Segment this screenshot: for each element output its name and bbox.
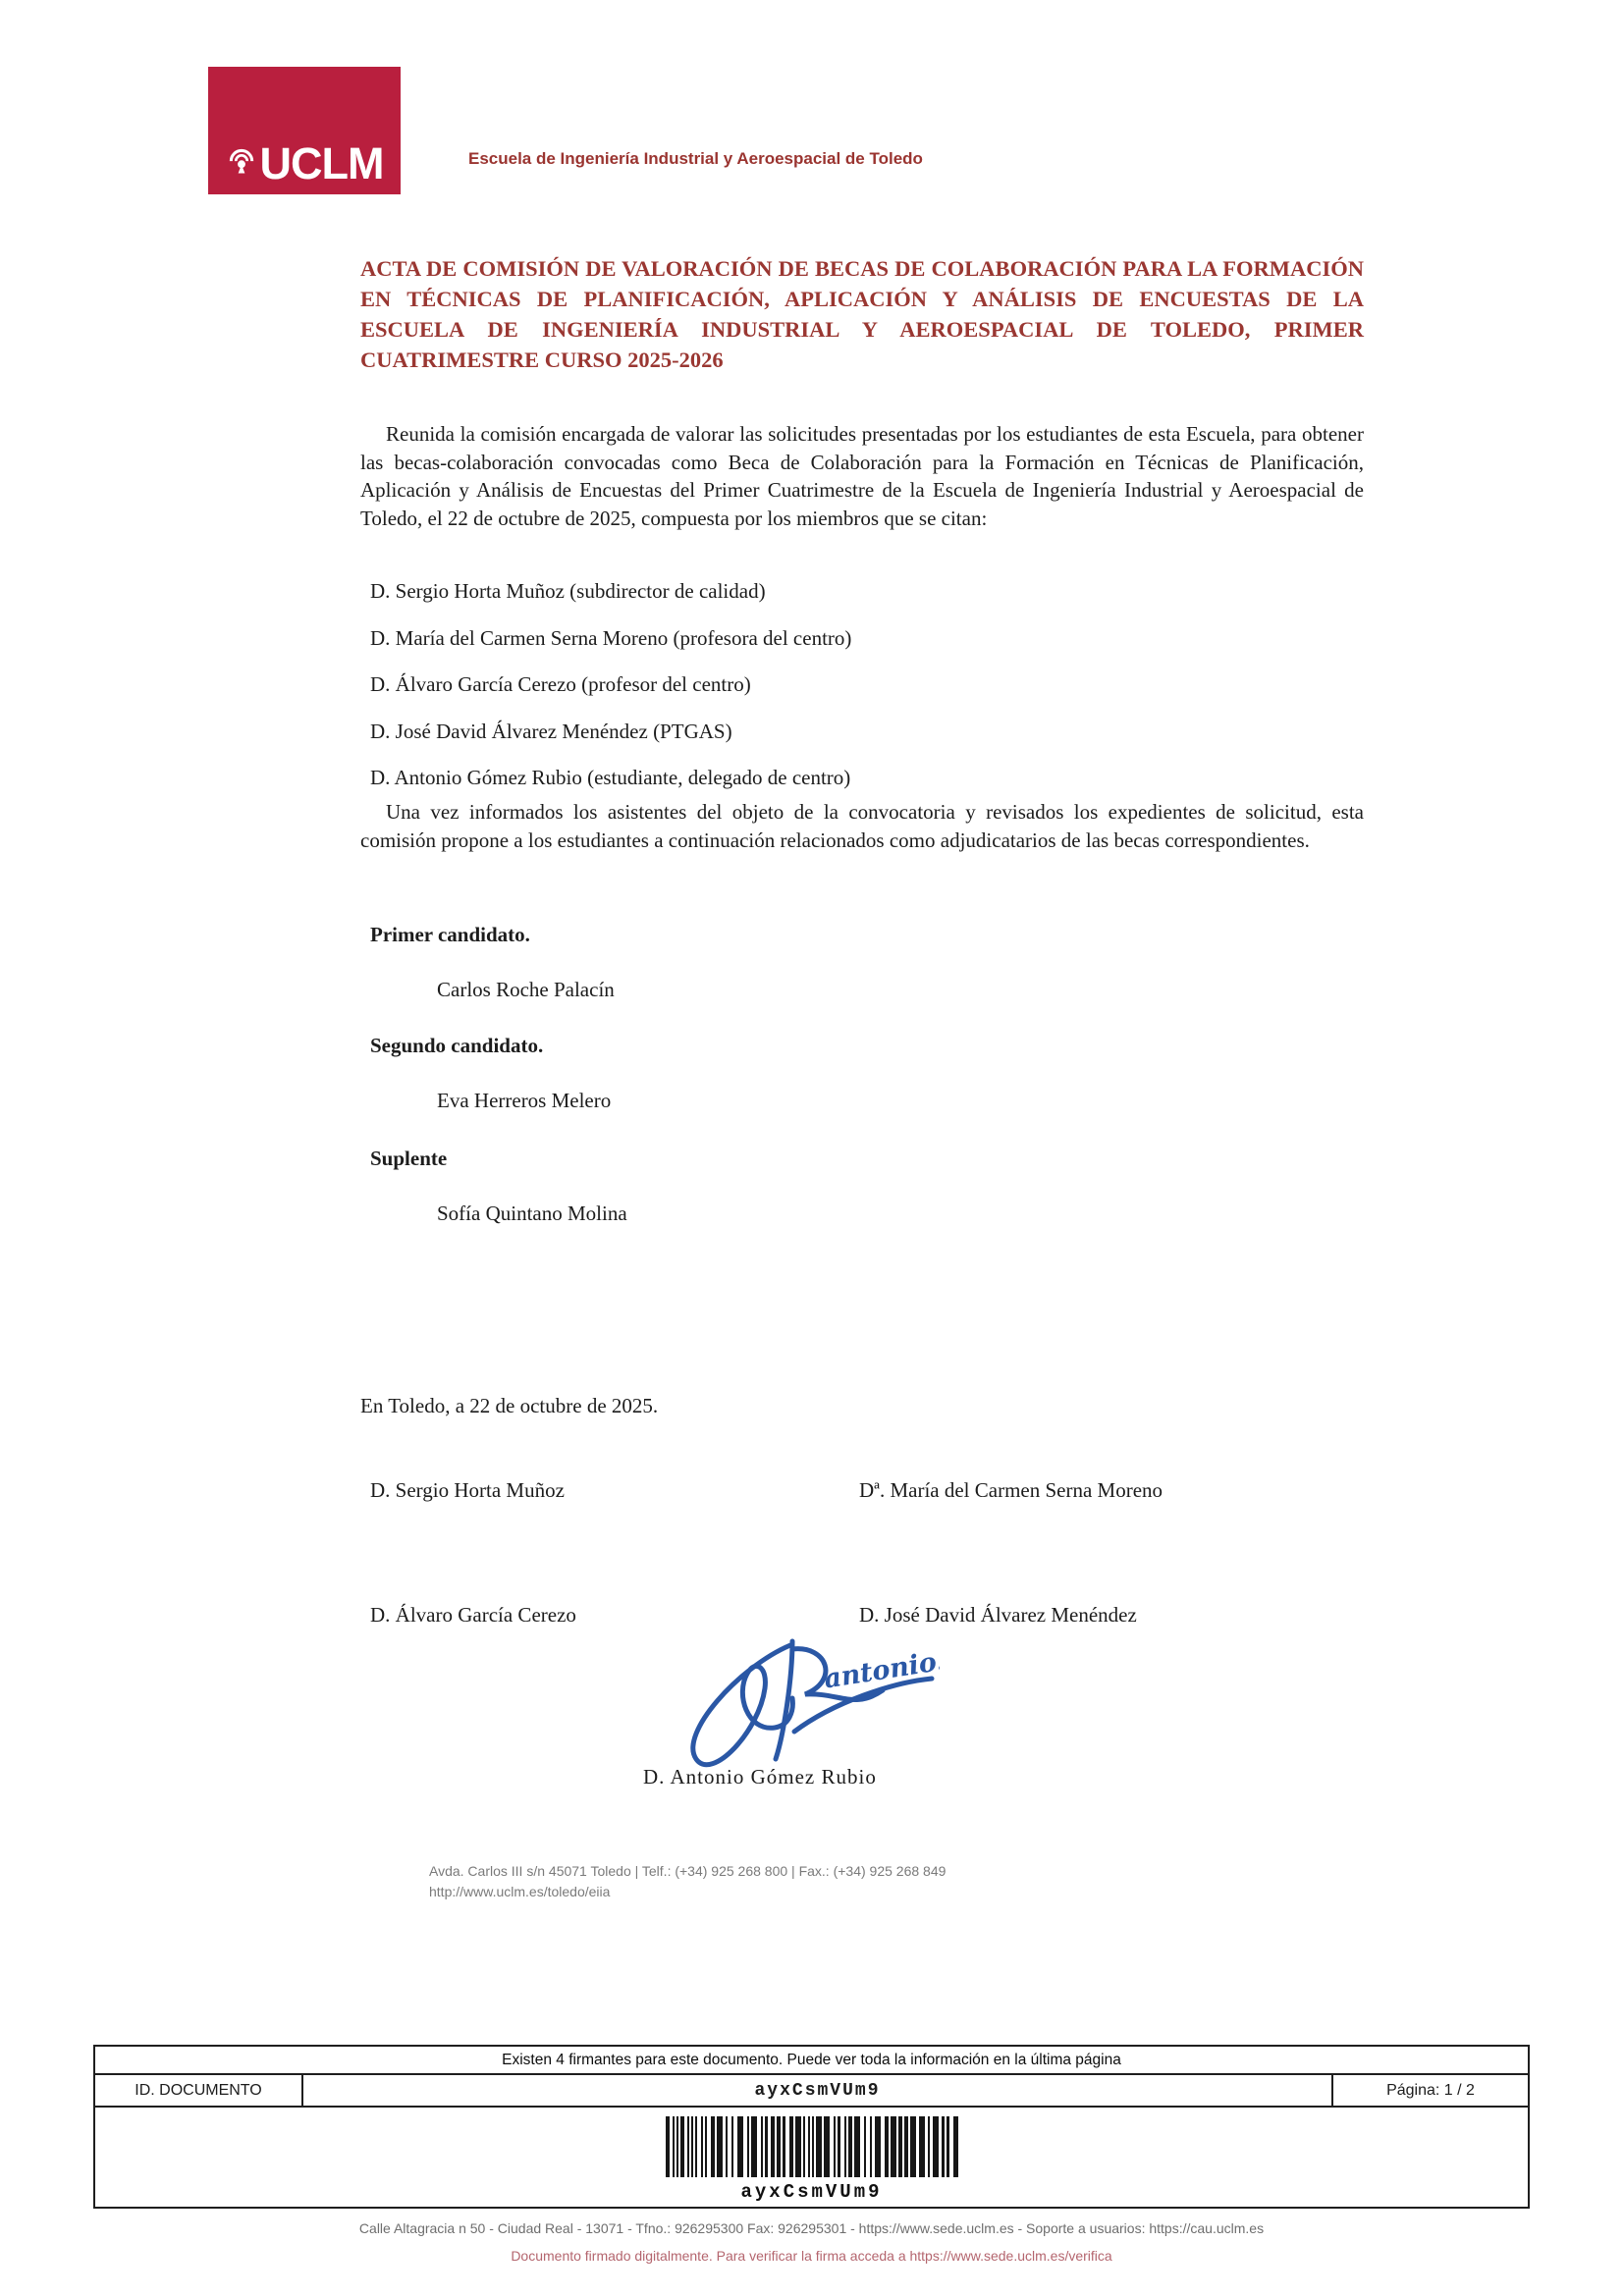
proposal-paragraph: Una vez informados los asistentes del objeto de la convocatoria y revisados los expedientes de solicitud, esta comisión propone a los estudiantes a continuación relacionados como adjudicatarios de las becas correspondientes. xyxy=(360,800,1364,852)
document-id-value: ayxCsmVUm9 xyxy=(754,2080,881,2101)
member-item: D. José David Álvarez Menéndez (PTGAS) xyxy=(370,719,732,743)
signatory-name: D. Álvaro García Cerezo xyxy=(370,1603,576,1627)
signatory-name: D. José David Álvarez Menéndez xyxy=(859,1603,1137,1627)
signatory-name: D. Sergio Horta Muñoz xyxy=(370,1478,565,1502)
document-title: ACTA DE COMISIÓN DE VALORACIÓN DE BECAS DE COLABORACIÓN PARA LA FORMACIÓN EN TÉCNICAS DE PLANIFICACIÓN, APLICACIÓN Y ANÁLISIS DE ENCUESTAS DE LA ESCUELA DE INGENIERÍA INDUSTRIAL Y AEROESPACIAL DE TOLEDO, PRIMER CUATRIMESTRE CURSO 2025-2026 xyxy=(360,256,1364,372)
document-id-row xyxy=(95,2075,1528,2108)
uclm-logo xyxy=(208,67,401,194)
school-name: Escuela de Ingeniería Industrial y Aeroespacial de Toledo xyxy=(468,149,923,168)
contact-url: http://www.uclm.es/toledo/eiia xyxy=(429,1884,611,1899)
intro-paragraph: Reunida la comisión encargada de valorar las solicitudes presentadas por los estudiantes de esta Escuela, para obtener las becas-colaboración convocadas como Beca de Colaboración para la Formación en Técnicas de Planificación, Aplicación y Análisis de Encuestas del Primer Cuatrimestre de la Escuela de Ingeniería Industrial y Aeroespacial de Toledo, el 22 de octubre de 2025, compuesta por los miembros que se citan: xyxy=(360,422,1364,530)
member-item: D. Sergio Horta Muñoz (subdirector de calidad) xyxy=(370,579,766,603)
candidate-heading: Primer candidato. xyxy=(370,923,530,946)
date-line: En Toledo, a 22 de octubre de 2025. xyxy=(360,1394,659,1417)
candidate-name: Eva Herreros Melero xyxy=(437,1089,612,1112)
contact-address-line: Avda. Carlos III s/n 45071 Toledo | Telf.: (+34) 925 268 800 | Fax.: (+34) 925 268 849 xyxy=(429,1863,947,1879)
handwritten-signature xyxy=(645,1637,940,1775)
footer-verification: Documento firmado digitalmente. Para verificar la firma acceda a https://www.sede.uclm.es/verifica xyxy=(511,2248,1112,2264)
id-document-label: ID. DOCUMENTO xyxy=(95,2075,303,2106)
signers-notice: Existen 4 firmantes para este documento. Puede ver toda la información en la última página xyxy=(95,2047,1528,2075)
committee-members-list xyxy=(370,577,1374,811)
signatory-name: Dª. María del Carmen Serna Moreno xyxy=(859,1478,1163,1502)
contact-info xyxy=(429,1861,946,1902)
barcode-label: ayxCsmVUm9 xyxy=(740,2181,883,2203)
signature-info-table xyxy=(93,2045,1530,2209)
barcode-row xyxy=(95,2108,1528,2205)
uclm-logo-broadcast-icon xyxy=(226,146,257,183)
signer-name: D. Antonio Gómez Rubio xyxy=(643,1765,877,1789)
member-item: D. María del Carmen Serna Moreno (profesora del centro) xyxy=(370,625,852,650)
barcode xyxy=(666,2116,958,2177)
page-indicator: Página: 1 / 2 xyxy=(1331,2075,1528,2106)
member-item: D. Álvaro García Cerezo (profesor del centro) xyxy=(370,672,751,696)
member-item: D. Antonio Gómez Rubio (estudiante, delegado de centro) xyxy=(370,766,851,789)
candidate-name: Sofía Quintano Molina xyxy=(437,1201,627,1225)
uclm-logo-text: UCLM xyxy=(259,138,384,189)
footer-address: Calle Altagracia n 50 - Ciudad Real - 13071 - Tfno.: 926295300 Fax: 926295301 - https://www.sede.uclm.es - Soporte a usuarios: https://cau.uclm.es xyxy=(358,2220,1265,2236)
candidate-heading: Segundo candidato. xyxy=(370,1034,544,1057)
candidate-name: Carlos Roche Palacín xyxy=(437,978,615,1001)
signature-handwritten-text: antonio. xyxy=(822,1645,940,1695)
candidate-heading: Suplente xyxy=(370,1147,448,1170)
